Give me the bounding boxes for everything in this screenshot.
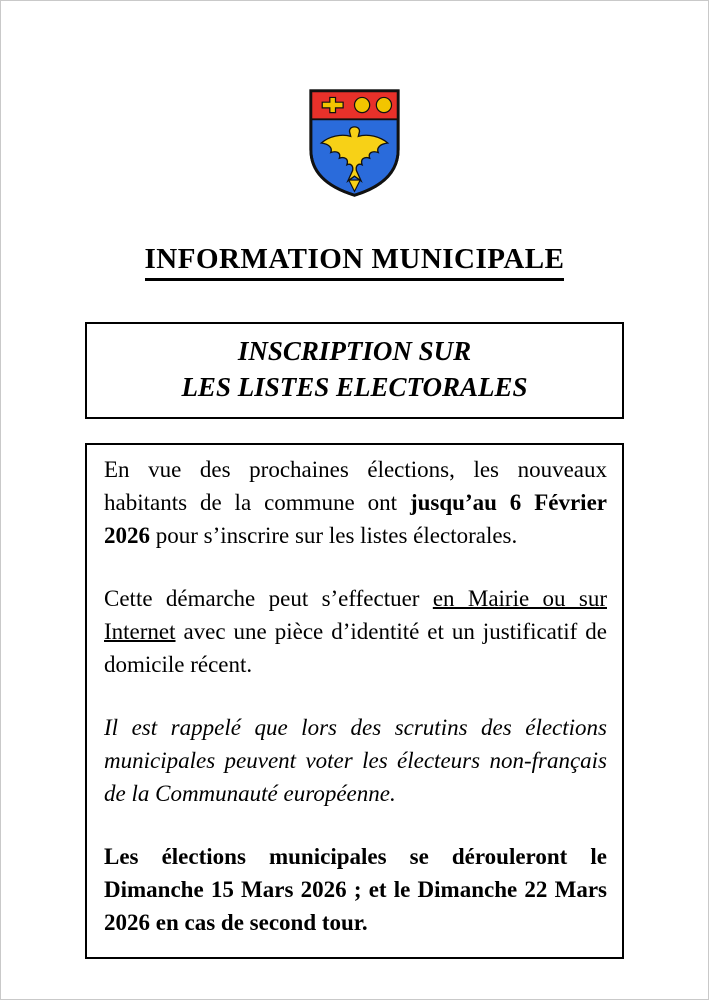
subtitle-box — [85, 322, 624, 419]
paragraph-eu-voters: Il est rappelé que lors des scrutins des élections municipales peuvent voter les électeurs non-français de la Communauté européenne. — [104, 714, 607, 806]
subtitle-line-2: LES LISTES ELECTORALES — [181, 372, 528, 403]
paragraph-election-dates: Les élections municipales se dérouleront le Dimanche 15 Mars 2026 ; et le Dimanche 22 Mars 2026 en cas de second tour. — [104, 843, 607, 935]
p2-location-underline: en Mairie ou sur Internet — [104, 585, 607, 644]
document-page — [1, 1, 708, 999]
page-title — [1, 243, 708, 276]
coat-of-arms-icon — [307, 87, 402, 199]
paragraph-registration-deadline — [104, 453, 607, 552]
subtitle-line-1: INSCRIPTION SUR — [237, 336, 472, 366]
p1-seg3: pour s’inscrire sur les listes électorales. — [150, 522, 518, 548]
page-title-text: INFORMATION MUNICIPALE — [145, 243, 565, 281]
content-box — [85, 443, 624, 959]
p2-seg1: Cette démarche peut s’effectuer — [104, 585, 433, 611]
paragraph-procedure — [104, 582, 607, 681]
p1-seg1: En vue des prochaines élections, les nouveaux habitants de la commune ont — [104, 456, 607, 515]
crest-container — [1, 87, 708, 199]
p1-deadline-bold: jusqu’au 6 Février 2026 — [104, 489, 607, 548]
p2-seg3: avec une pièce d’identité et un justificatif de domicile récent. — [104, 618, 607, 677]
